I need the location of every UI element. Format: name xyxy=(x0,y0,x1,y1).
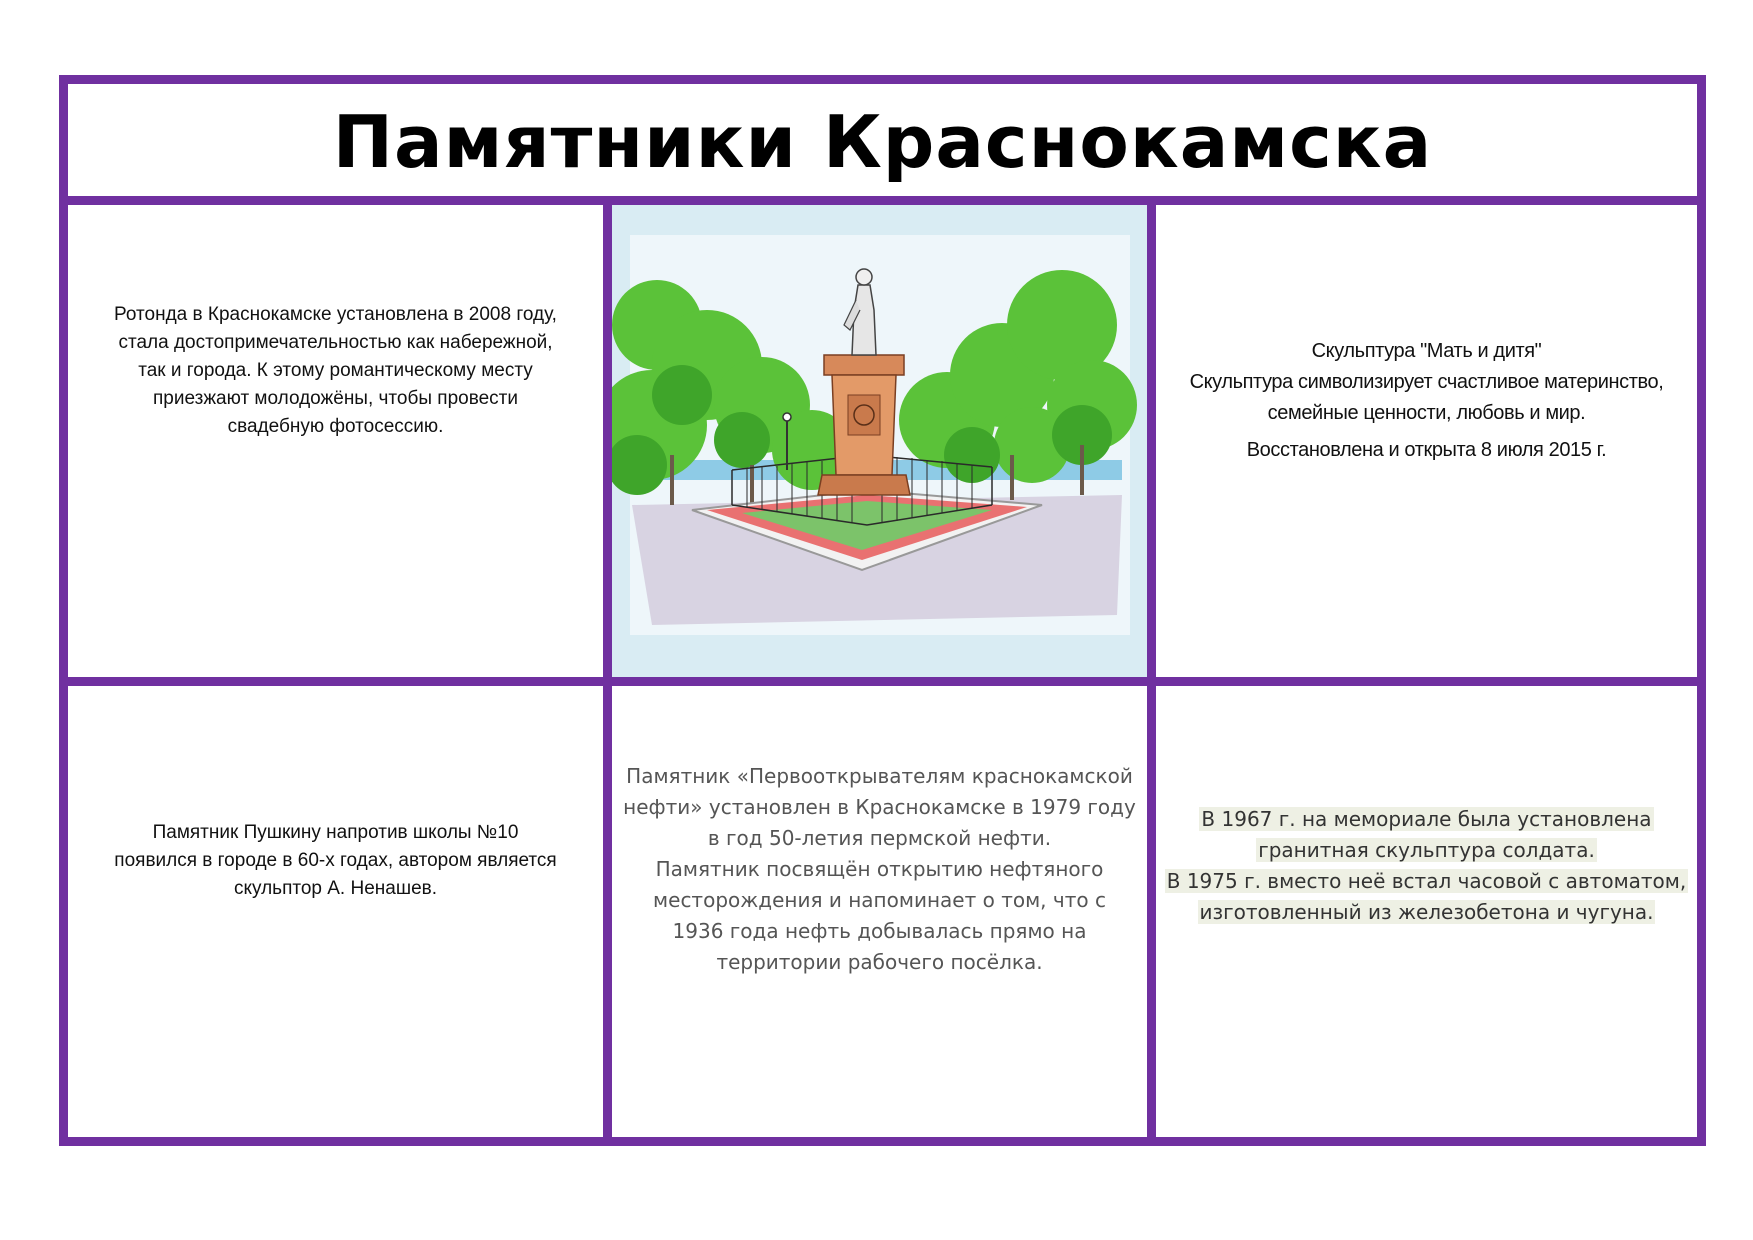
text-line: В 1967 г. на мемориале была установлена xyxy=(1201,807,1652,831)
text-line: семейные ценности, любовь и мир. xyxy=(1267,402,1586,424)
restored-note: Восстановлена и открыта 8 июля 2015 г. xyxy=(1246,439,1607,461)
card-illustration xyxy=(612,205,1147,677)
text-line: так и города. К этому романтическому месту xyxy=(138,360,533,381)
text-line: Памятник «Первооткрывателям краснокамской xyxy=(626,763,1133,788)
text-line: территории рабочего посёлка. xyxy=(716,949,1043,974)
soldier-description xyxy=(1165,804,1689,928)
card-pushkin xyxy=(68,686,603,1146)
text-line: Памятник посвящён открытию нефтяного xyxy=(655,856,1104,881)
text-line: Памятник Пушкину напротив школы №10 xyxy=(152,822,519,843)
card-mother-and-child xyxy=(1156,205,1697,677)
page-title: Памятники Краснокамска xyxy=(332,100,1433,184)
rotonda-description xyxy=(114,301,557,441)
monuments-board xyxy=(59,75,1706,1146)
title-banner xyxy=(68,84,1697,205)
text-line: 1936 года нефть добывалась прямо на xyxy=(672,918,1087,943)
row-divider xyxy=(68,677,1697,686)
column-divider-1 xyxy=(603,205,612,1146)
text-line: гранитная скульптура солдата. xyxy=(1258,838,1595,862)
monument-illustration xyxy=(612,205,1147,677)
pushkin-description xyxy=(114,819,556,903)
card-soldier xyxy=(1156,686,1697,1146)
text-line: Скульптура символизирует счастливое материнство, xyxy=(1189,371,1664,393)
text-line: месторождения и напоминает о том, что с xyxy=(653,887,1106,912)
text-line: В 1975 г. вместо неё встал часовой с автоматом, xyxy=(1166,869,1687,893)
text-line: появился в городе в 60-х годах, автором является xyxy=(114,850,557,871)
card-rotonda xyxy=(68,205,603,677)
text-line: Скульптура "Мать и дитя" xyxy=(1311,340,1542,362)
text-line: скульптор А. Ненашев. xyxy=(233,878,438,899)
mother-child-description xyxy=(1190,336,1664,466)
oil-pioneers-description xyxy=(623,761,1136,978)
column-divider-2 xyxy=(1147,205,1156,1146)
text-line: нефти» установлен в Краснокамске в 1979 году xyxy=(623,794,1136,819)
text-line: приезжают молодожёны, чтобы провести xyxy=(153,388,518,409)
card-oil-pioneers xyxy=(612,686,1147,1146)
text-line: стала достопримечательностью как набережной, xyxy=(118,332,553,353)
text-line: свадебную фотосессию. xyxy=(227,416,444,437)
text-line: Ротонда в Краснокамске установлена в 2008 году, xyxy=(114,304,557,325)
text-line: изготовленный из железобетона и чугуна. xyxy=(1199,900,1654,924)
text-line: в год 50-летия пермской нефти. xyxy=(707,825,1052,850)
